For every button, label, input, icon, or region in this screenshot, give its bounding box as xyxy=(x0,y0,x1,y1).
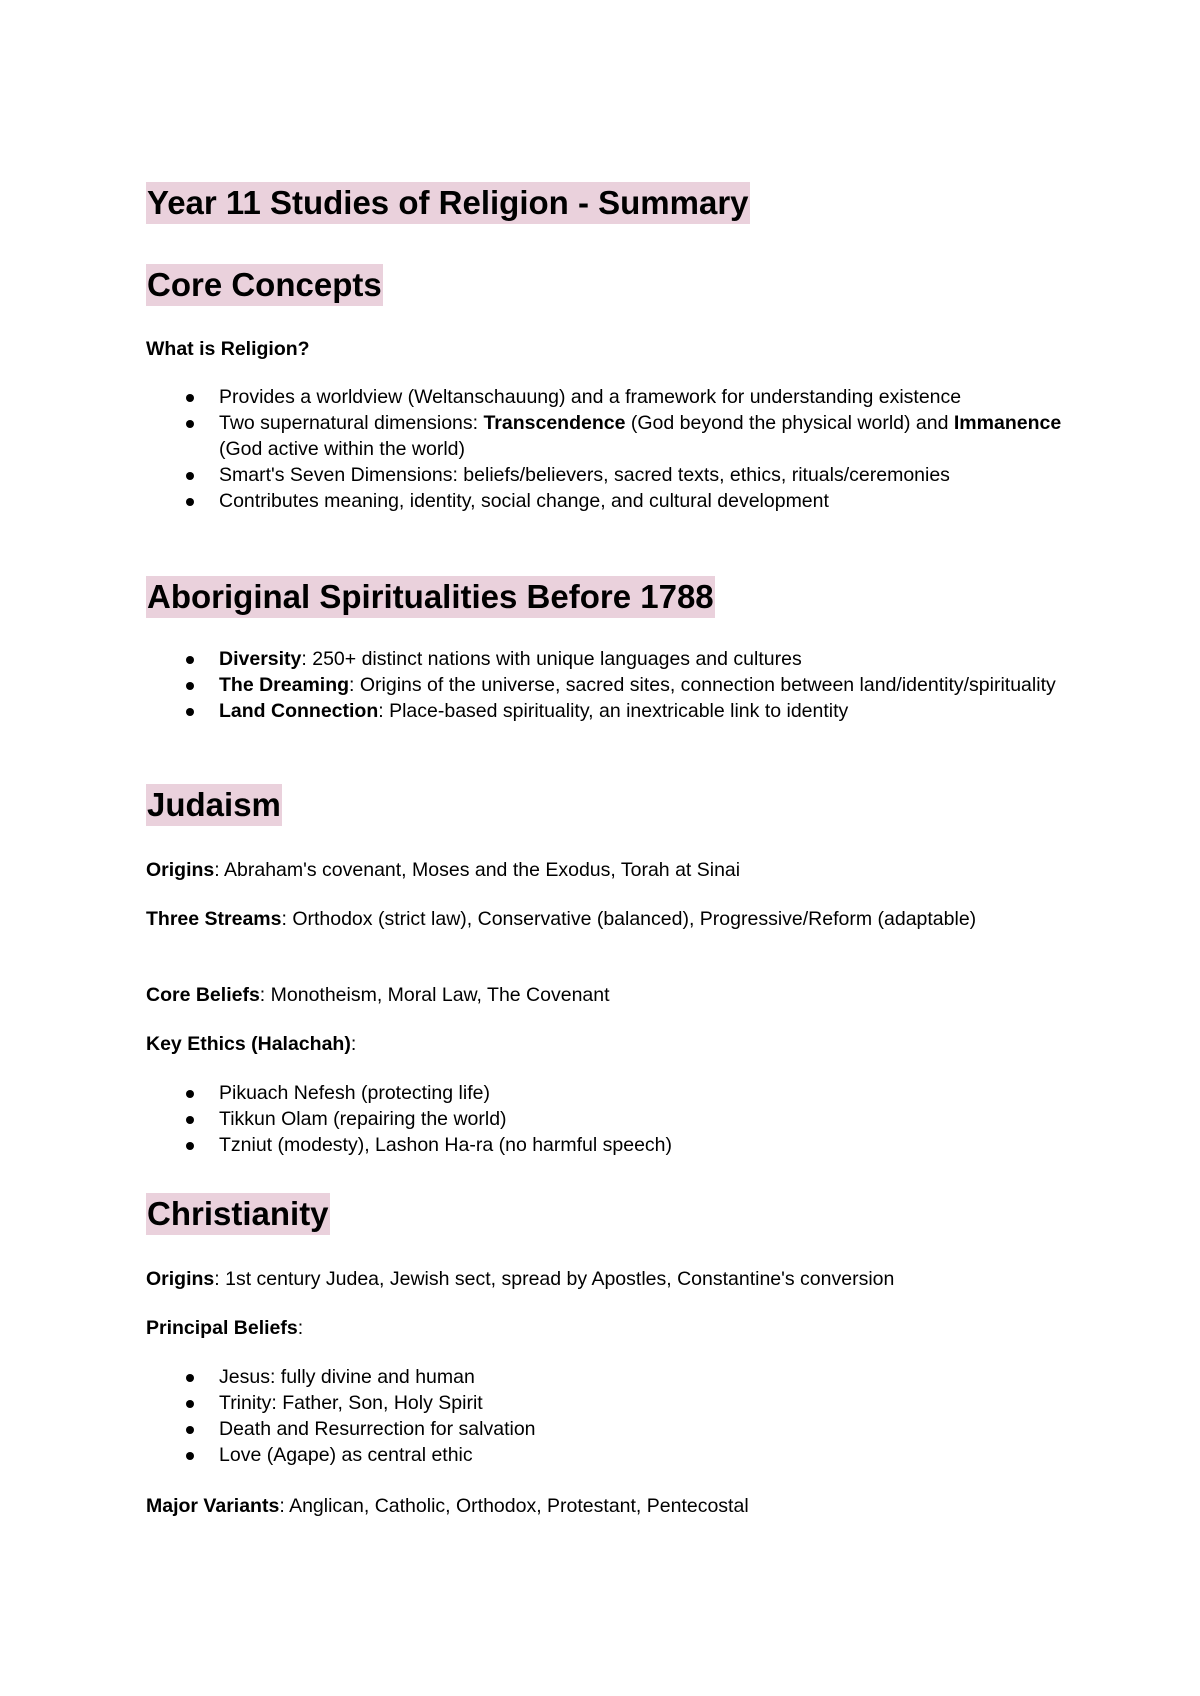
immanence-term: Immanence xyxy=(953,412,1062,434)
list-item: Trinity: Father, Son, Holy Spirit xyxy=(146,1390,1080,1416)
core-concepts-heading-block xyxy=(146,264,1080,306)
major-variants-label: Major Variants xyxy=(146,1495,280,1517)
christianity-heading: Christianity xyxy=(146,1193,330,1235)
list-item-text: (God beyond the physical world) and xyxy=(625,412,954,434)
origins-text: : Abraham's covenant, Moses and the Exodus, Torah at Sinai xyxy=(214,859,741,881)
list-item: Pikuach Nefesh (protecting life) xyxy=(146,1080,1080,1106)
judaism-heading-block xyxy=(146,784,1080,826)
list-item: Death and Resurrection for salvation xyxy=(146,1416,1080,1442)
origins-label: Origins xyxy=(146,859,215,881)
list-item: Jesus: fully divine and human xyxy=(146,1364,1080,1390)
document-title-block xyxy=(146,182,1080,224)
list-item-text: : Origins of the universe, sacred sites, connection between land/identity/spirituality xyxy=(349,674,1056,696)
christianity-principal-beliefs xyxy=(146,1315,1080,1341)
list-item-text: Two supernatural dimensions: xyxy=(219,412,484,434)
christianity-origins xyxy=(146,1266,1080,1292)
christianity-beliefs-list xyxy=(146,1364,1080,1468)
list-item xyxy=(146,646,1080,672)
aboriginal-heading: Aboriginal Spiritualities Before 1788 xyxy=(146,576,715,618)
land-connection-label: Land Connection xyxy=(219,700,379,722)
core-beliefs-text: : Monotheism, Moral Law, The Covenant xyxy=(259,984,610,1006)
diversity-label: Diversity xyxy=(219,648,302,670)
list-item-text: Contributes meaning, identity, social change, and cultural development xyxy=(219,490,829,512)
list-item-text: (God active within the world) xyxy=(219,438,466,460)
aboriginal-list xyxy=(146,646,1080,724)
list-item-text: : Place-based spirituality, an inextricable link to identity xyxy=(378,700,849,722)
three-streams-text: : Orthodox (strict law), Conservative (balanced), Progressive/Reform (adaptable) xyxy=(281,908,977,930)
list-item: Tikkun Olam (repairing the world) xyxy=(146,1106,1080,1132)
list-item-text: Provides a worldview (Weltanschauung) and a framework for understanding existence xyxy=(219,386,962,408)
judaism-heading: Judaism xyxy=(146,784,282,826)
document-title: Year 11 Studies of Religion - Summary xyxy=(146,182,750,224)
list-item: Love (Agape) as central ethic xyxy=(146,1442,1080,1468)
aboriginal-heading-block xyxy=(146,576,1080,618)
judaism-key-ethics xyxy=(146,1031,1080,1057)
list-item-text: Smart's Seven Dimensions: beliefs/believers, sacred texts, ethics, rituals/ceremonies xyxy=(219,464,950,486)
christianity-major-variants xyxy=(146,1493,1080,1519)
origins-label: Origins xyxy=(146,1268,215,1290)
judaism-ethics-list xyxy=(146,1080,1080,1158)
judaism-core-beliefs xyxy=(146,982,1080,1008)
core-concepts-list xyxy=(146,384,1080,514)
major-variants-text: : Anglican, Catholic, Orthodox, Protestant, Pentecostal xyxy=(279,1495,749,1517)
principal-beliefs-text: : xyxy=(297,1317,304,1339)
list-item xyxy=(146,672,1080,698)
list-item-text: : 250+ distinct nations with unique languages and cultures xyxy=(301,648,802,670)
list-item xyxy=(146,410,1080,462)
christianity-heading-block xyxy=(146,1193,1080,1235)
three-streams-label: Three Streams xyxy=(146,908,282,930)
principal-beliefs-label: Principal Beliefs xyxy=(146,1317,298,1339)
list-item xyxy=(146,384,1080,410)
list-item xyxy=(146,462,1080,488)
judaism-origins xyxy=(146,857,1080,883)
list-item xyxy=(146,698,1080,724)
key-ethics-label: Key Ethics (Halachah) xyxy=(146,1033,351,1055)
transcendence-term: Transcendence xyxy=(483,412,626,434)
key-ethics-text: : xyxy=(350,1033,357,1055)
core-concepts-heading: Core Concepts xyxy=(146,264,383,306)
list-item xyxy=(146,488,1080,514)
dreaming-label: The Dreaming xyxy=(219,674,350,696)
judaism-streams xyxy=(146,906,1080,932)
what-is-religion-subheading: What is Religion? xyxy=(146,338,310,360)
core-beliefs-label: Core Beliefs xyxy=(146,984,260,1006)
list-item: Tzniut (modesty), Lashon Ha-ra (no harmful speech) xyxy=(146,1132,1080,1158)
origins-text: : 1st century Judea, Jewish sect, spread by Apostles, Constantine's conversion xyxy=(214,1268,895,1290)
